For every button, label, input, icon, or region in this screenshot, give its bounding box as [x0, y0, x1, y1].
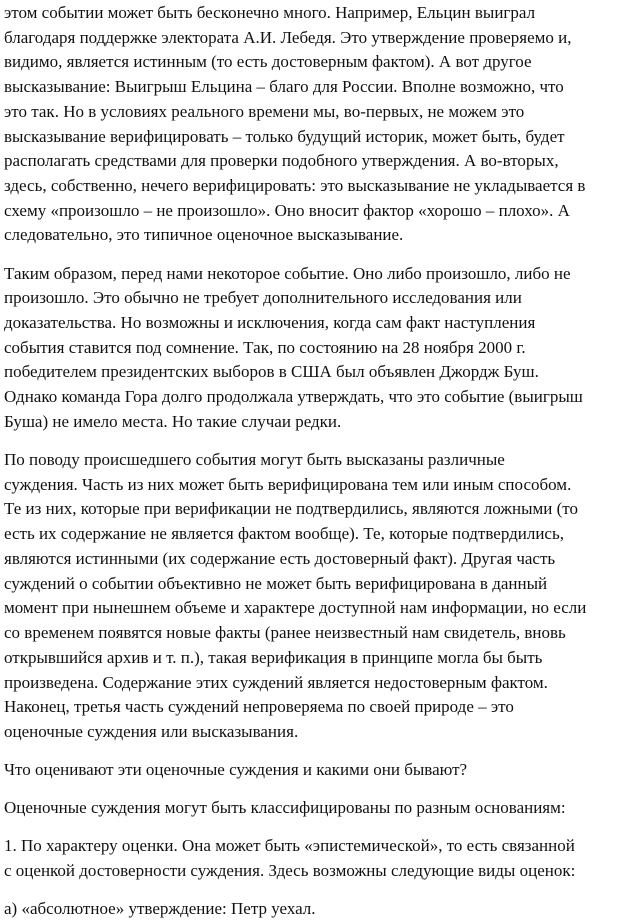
text-line: события ставится под сомнение. Так, по состоянию на 28 ноября 2000 г.: [4, 337, 526, 357]
text-line: Что оценивают эти оценочные суждения и какими они бывают?: [4, 760, 468, 780]
text-line: а) «абсолютное» утверждение: Петр уехал.: [4, 899, 316, 918]
text-line: Таким образом, перед нами некоторое событие. Оно либо произошло, либо не: [4, 263, 571, 283]
text-line: высказывание верифицировать – только будущий историк, может быть, будет: [4, 126, 565, 146]
text-line: следовательно, это типичное оценочное высказывание.: [4, 225, 404, 245]
text-line: здесь, собственно, нечего верифицировать: это высказывание не укладывается в: [4, 175, 586, 195]
text-line: Буша) не имело места. Но такие случаи редки.: [4, 411, 342, 431]
text-line: 1. По характеру оценки. Она может быть «эпистемической», то есть связанной: [4, 836, 575, 856]
text-line: открывшийся архив и т. п.), такая верификация в принципе могла бы быть: [4, 647, 543, 667]
text-line: Наконец, третья часть суждений непроверяема по своей природе – это: [4, 697, 514, 717]
text-line: являются истинными (их содержание есть достоверный факт). Другая часть: [4, 548, 556, 568]
text-line: Те из них, которые при верификации не подтвердились, являются ложными (то: [4, 499, 579, 519]
text-line: доказательства. Но возможны и исключения, когда сам факт наступления: [4, 312, 536, 332]
text-line: произошло. Это обычно не требует дополнительного исследования или: [4, 288, 522, 308]
text-line: благодаря поддержке электората А.И. Лебедя. Это утверждение проверяемо и,: [4, 27, 572, 47]
text-line: со временем появятся новые факты (ранее неизвестный нам свидетель, вновь: [4, 623, 566, 643]
text-line: оценочные суждения или высказывания.: [4, 722, 299, 742]
text-line: Однако команда Гора долго продолжала утверждать, что это событие (выигрыш: [4, 387, 583, 407]
text-line: есть их содержание не является фактом вообще). Те, которые подтвердились,: [4, 524, 564, 544]
text-line: это так. Но в условиях реального времени мы, во-первых, не можем это: [4, 101, 525, 121]
text-line: видимо, является истинным (то есть достоверным фактом). А вот другое: [4, 52, 532, 72]
text-line: с оценкой достоверности суждения. Здесь возможны следующие виды оценок:: [4, 860, 576, 880]
text-line: суждения. Часть из них может быть верифицирована тем или иным способом.: [4, 474, 572, 494]
text-line: По поводу происшедшего события могут быть высказаны различные: [4, 449, 505, 469]
text-line: высказывание: Выигрыш Ельцина – благо для России. Вполне возможно, что: [4, 77, 564, 97]
text-line: этом событии может быть бесконечно много. Например, Ельцин выиграл: [4, 2, 536, 22]
text-line: Оценочные суждения могут быть классифицированы по разным основаниям:: [4, 798, 566, 818]
text-line: произведена. Содержание этих суждений является недостоверным фактом.: [4, 672, 548, 692]
text-line: победителем президентских выборов в США был объявлен Джордж Буш.: [4, 362, 539, 382]
text-line: располагать средствами для проверки подобного утверждения. А во-вторых,: [4, 151, 559, 171]
text-line: суждений о событии объективно не может быть верифицирована в данный: [4, 573, 548, 593]
text-line: момент при нынешнем объеме и характере доступной нам информации, но если: [4, 598, 587, 618]
text-line: схему «произошло – не произошло». Оно вносит фактор «хорошо – плохо». А: [4, 200, 570, 220]
